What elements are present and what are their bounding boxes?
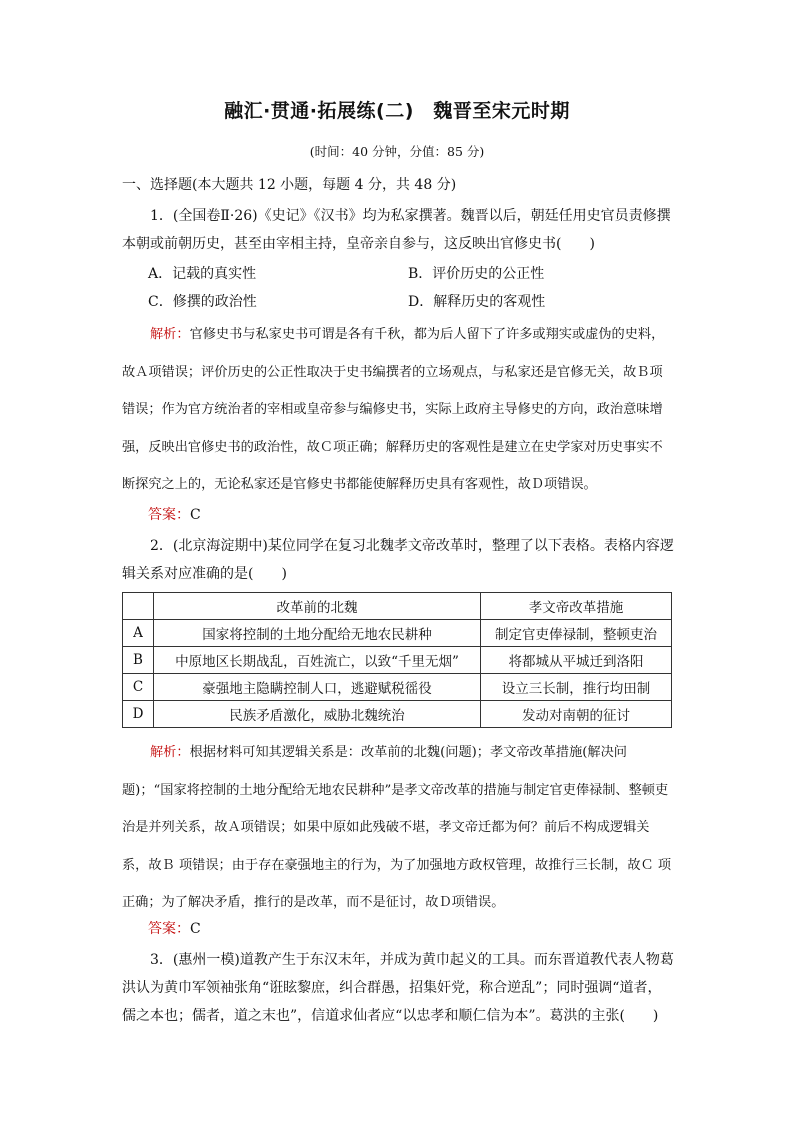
- table-cell: 民族矛盾激化，威胁北魏统治: [154, 701, 481, 728]
- question-1-option-d: D．解释历史的客观性: [408, 294, 546, 310]
- table-cell: 豪强地主隐瞒控制人口，逃避赋税徭役: [154, 674, 481, 701]
- table-cell: B: [123, 647, 154, 674]
- explanation-text: 官修史书与私家史书可谓是各有千秋，都为后人留下了许多或翔实或虚伪的史料，故Ａ项错误；评价历史的公正性取决于史书编撰者的立场观点，与私家还是官修无关，故Ｂ项错误；作为官方统治者的宰相或皇帝参与编修史书，实际上政府主导修史的方向，政治意味增强，反映出官修史书的政治性，故Ｃ项正确；解释历史的客观性是建立在史学家对历史事实不断探究之上的，无论私家还是官修史书都能使解释历史具有客观性，故Ｄ项错误。: [122, 327, 665, 492]
- page-title: 融汇·贯通·拓展练(二) 魏晋至宋元时期: [224, 100, 570, 122]
- table-row: [123, 620, 672, 647]
- table-header-cell: 孝文帝改革措施: [481, 593, 672, 620]
- section-heading: 一、选择题(本大题共 12 小题，每题 4 分，共 48 分): [122, 177, 457, 193]
- question-1-stem: 1．(全国卷Ⅱ·26)《史记》《汉书》均为私家撰著。魏晋以后，朝廷任用史官员责修撰本朝或前朝历史，甚至由宰相主持，皇帝亲自参与，这反映出官修史书( ): [122, 208, 671, 252]
- question-2-stem: 2．(北京海淀期中)某位同学在复习北魏孝文帝改革时，整理了以下表格。表格内容逻辑关系对应准确的是( ): [122, 538, 674, 582]
- answer-label: 答案：: [148, 921, 190, 937]
- question-1-explanation: [122, 316, 674, 504]
- page-subtitle: (时间：40 分钟，分值：85 分): [309, 144, 485, 159]
- explanation-label: 解析：: [150, 745, 190, 760]
- table-cell: 中原地区长期战乱，百姓流亡，以致“千里无烟”: [154, 647, 481, 674]
- answer-value: C: [190, 507, 201, 523]
- question-1-option-b: B．评价历史的公正性: [408, 266, 545, 282]
- table-cell: C: [123, 674, 154, 701]
- table-row: [123, 647, 672, 674]
- table-cell: A: [123, 620, 154, 647]
- question-1-option-c: C．修撰的政治性: [148, 294, 257, 310]
- table-header-cell: 改革前的北魏: [154, 593, 481, 620]
- table-cell: 发动对南朝的征讨: [481, 701, 672, 728]
- reform-table: [122, 592, 672, 728]
- table-header-cell: [123, 593, 154, 620]
- answer-label: 答案：: [148, 507, 190, 523]
- table-header-row: [123, 593, 672, 620]
- question-2-explanation: [122, 734, 674, 922]
- explanation-text: 根据材料可知其逻辑关系是：改革前的北魏(问题)；孝文帝改革措施(解决问题)；“国家将控制的土地分配给无地农民耕种”是孝文帝改革的措施与制定官吏俸禄制、整顿吏治是并列关系，故Ａ项错误；如果中原如此残破不堪，孝文帝迁都为何？前后不构成逻辑关系，故Ｂ 项错误；由于存在豪强地主的行为，为了加强地方政权管理，故推行三长制，故Ｃ 项正确；为了解决矛盾，推行的是改革，而不是征讨，故Ｄ项错误。: [122, 745, 672, 910]
- question-3-stem: 3．(惠州一模)道教产生于东汉末年，并成为黄巾起义的工具。而东晋道教代表人物葛洪认为黄巾军领袖张角“诳眩黎庶，纠合群愚，招集奸党，称合逆乱”；同时强调“道者，儒之本也；儒者，道之末也”，信道求仙者应“以忠孝和顺仁信为本”。葛洪的主张( ): [122, 952, 674, 1024]
- table-cell: 将都城从平城迁到洛阳: [481, 647, 672, 674]
- answer-value: C: [190, 921, 201, 937]
- explanation-label: 解析：: [150, 327, 190, 342]
- table-row: [123, 701, 672, 728]
- table-cell: D: [123, 701, 154, 728]
- table-cell: 国家将控制的土地分配给无地农民耕种: [154, 620, 481, 647]
- table-cell: 设立三长制，推行均田制: [481, 674, 672, 701]
- question-2-answer: [148, 918, 201, 938]
- question-1-option-a: A．记载的真实性: [148, 266, 257, 282]
- question-1-answer: [148, 504, 201, 524]
- table-row: [123, 674, 672, 701]
- table-cell: 制定官吏俸禄制，整顿吏治: [481, 620, 672, 647]
